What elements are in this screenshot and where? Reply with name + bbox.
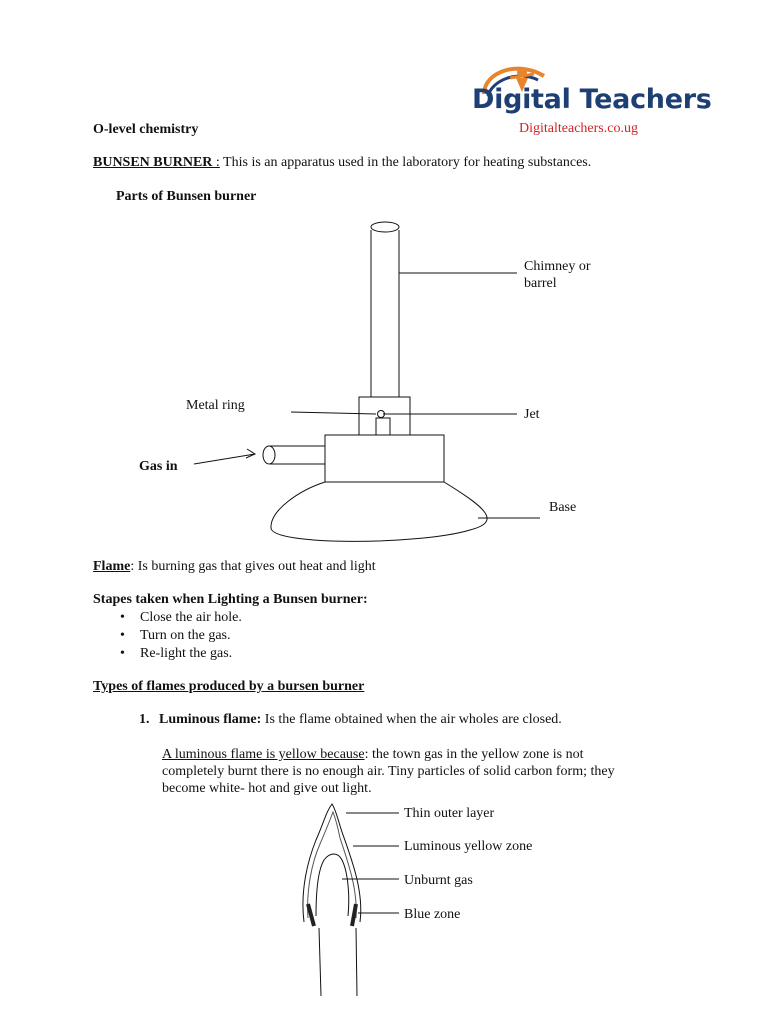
luminous-reason [162,746,615,797]
label-blue-zone: Blue zone [404,907,461,922]
bunsen-burner-diagram [0,210,768,550]
list-item: • Close the air hole. [116,609,242,627]
flame-definition [93,559,376,575]
bunsen-definition-text: This is an apparatus used in the laboratory for heating substances. [219,155,592,170]
logo-url: Digitalteachers.co.ug [519,121,638,136]
chimney [371,222,399,397]
parts-heading: Parts of Bunsen burner [116,189,257,204]
label-outer-layer: Thin outer layer [404,806,495,821]
outer-flame-layer [303,804,361,922]
label-gas-in: Gas in [139,459,178,474]
blue-zone-right [352,904,356,926]
flame-leader-lines [342,813,399,913]
logo [472,62,712,142]
reason-line2: completely burnt there is no enough air. Tiny particles of solid carbon form; they [162,764,615,779]
luminous-flame-diagram [280,800,768,1022]
reason-line1: : the town gas in the yellow zone is not [364,747,584,762]
burner-body [325,435,444,482]
luminous-flame-definition: Is the flame obtained when the air wholes are closed. [261,712,562,727]
label-jet: Jet [524,407,540,422]
blue-zone-left [308,904,314,926]
flame-definition-text: : Is burning gas that gives out heat and light [130,559,376,574]
gas-inlet-tube [263,446,325,464]
label-yellow-zone: Luminous yellow zone [404,839,533,854]
luminous-flame-term: Luminous flame: [159,712,262,727]
steps-heading: Stapes taken when Lighting a Bunsen burner: [93,592,368,607]
label-metal-ring: Metal ring [186,398,245,413]
label-chimney-line1: Chimney or [524,259,591,274]
steps-list [116,609,242,663]
burner-tube [319,928,357,996]
label-unburnt-gas: Unburnt gas [404,873,473,888]
reason-line3: become white- hot and give out light. [162,781,372,796]
list-item: • Turn on the gas. [116,627,242,645]
list-item: • Re-light the gas. [116,645,242,663]
bunsen-term: BUNSEN BURNER [93,155,216,170]
flame-term: Flame [93,559,131,574]
luminous-flame-item [139,712,562,728]
item-number: 1. [139,712,150,727]
label-chimney-line2: barrel [524,276,557,291]
subject-title: O-level chemistry [93,122,199,137]
unburnt-gas-zone [316,854,349,916]
bunsen-definition [93,155,591,171]
label-base: Base [549,500,577,515]
types-heading: Types of flames produced by a bursen burner [93,679,365,694]
reason-lead: A luminous flame is yellow because [162,747,365,762]
bunsen-colon: : [215,155,220,170]
logo-wordmark: Digital Teachers [472,84,712,115]
base [271,482,487,541]
